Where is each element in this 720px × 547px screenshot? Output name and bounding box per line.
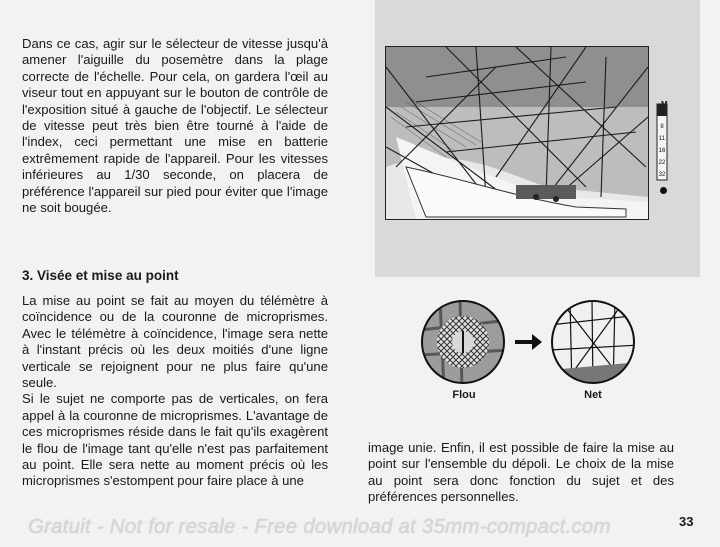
label-sharp: Net (584, 389, 602, 401)
paragraph-shutter-speed: Dans ce cas, agir sur le sélecteur de vitesse jusqu'à amener l'aiguille du posemètre dans la plage correcte de l'échelle. Pour cela, on gardera l'œil au viseur tout en appuyant sur le bouton de contrôle de l'exposition situé à gauche de l'objectif. Le sélecteur de vitesse peut très bien être tourné à l'aide de l'index, ceci permettant une mise en batterie extrêmement rapide de l'appareil. Pour les vitesses inférieures au 1/30 seconde, on placera de préférence l'appareil sur pied pour éviter que l'image ne soit bougée. (22, 36, 328, 216)
label-blur: Flou (452, 389, 476, 401)
paragraph-focusing (22, 293, 328, 490)
page-number: 33 (679, 514, 694, 529)
arrow-icon (515, 334, 542, 350)
sailing-ship-image (386, 47, 648, 219)
meter-dot (660, 187, 667, 194)
viewfinder-image (385, 46, 649, 220)
meter-scale-value: 22 (658, 160, 666, 166)
viewfinder-photo-panel (375, 0, 700, 277)
meter-scale-value: 32 (658, 172, 666, 178)
meter-scale-value: 8 (660, 124, 664, 130)
meter-scale-value: 11 (658, 136, 666, 142)
focus-comparison-icon (420, 300, 640, 390)
paragraph-rangefinder: La mise au point se fait au moyen du télémètre à coïncidence ou de la couronne de microprismes. Avec le télémètre à coïncidence, l'image sera nette à l'instant précis où les deux moitiés d'une ligne verticale se rejoignent pour ne plus faire qu'une seule. (22, 293, 328, 391)
meter-scale (656, 102, 668, 187)
paragraph-conclusion: image unie. Enfin, il est possible de faire la mise au point sur l'ensemble du dépoli. Le choix de la mise au point sera donc fonction du sujet et des préférences personnelles. (368, 440, 674, 505)
watermark: Gratuit - Not for resale - Free download at 35mm-compact.com (28, 515, 611, 538)
exposure-scale-icon (656, 102, 668, 182)
meter-scale-value: 16 (658, 148, 666, 154)
paragraph-microprisms: Si le sujet ne comporte pas de verticales, on fera appel à la couronne de microprismes. L'avantage de ces microprismes réside dans le fait qu'ils exagèrent le flou de l'image tant qu'elle n'est pas parfaitement au point. Elle sera nette au moment précis où les microprismes s'estompent pour faire place à une (22, 391, 328, 489)
focus-blur-illustration (420, 300, 640, 395)
section-heading: 3. Visée et mise au point (22, 268, 179, 283)
